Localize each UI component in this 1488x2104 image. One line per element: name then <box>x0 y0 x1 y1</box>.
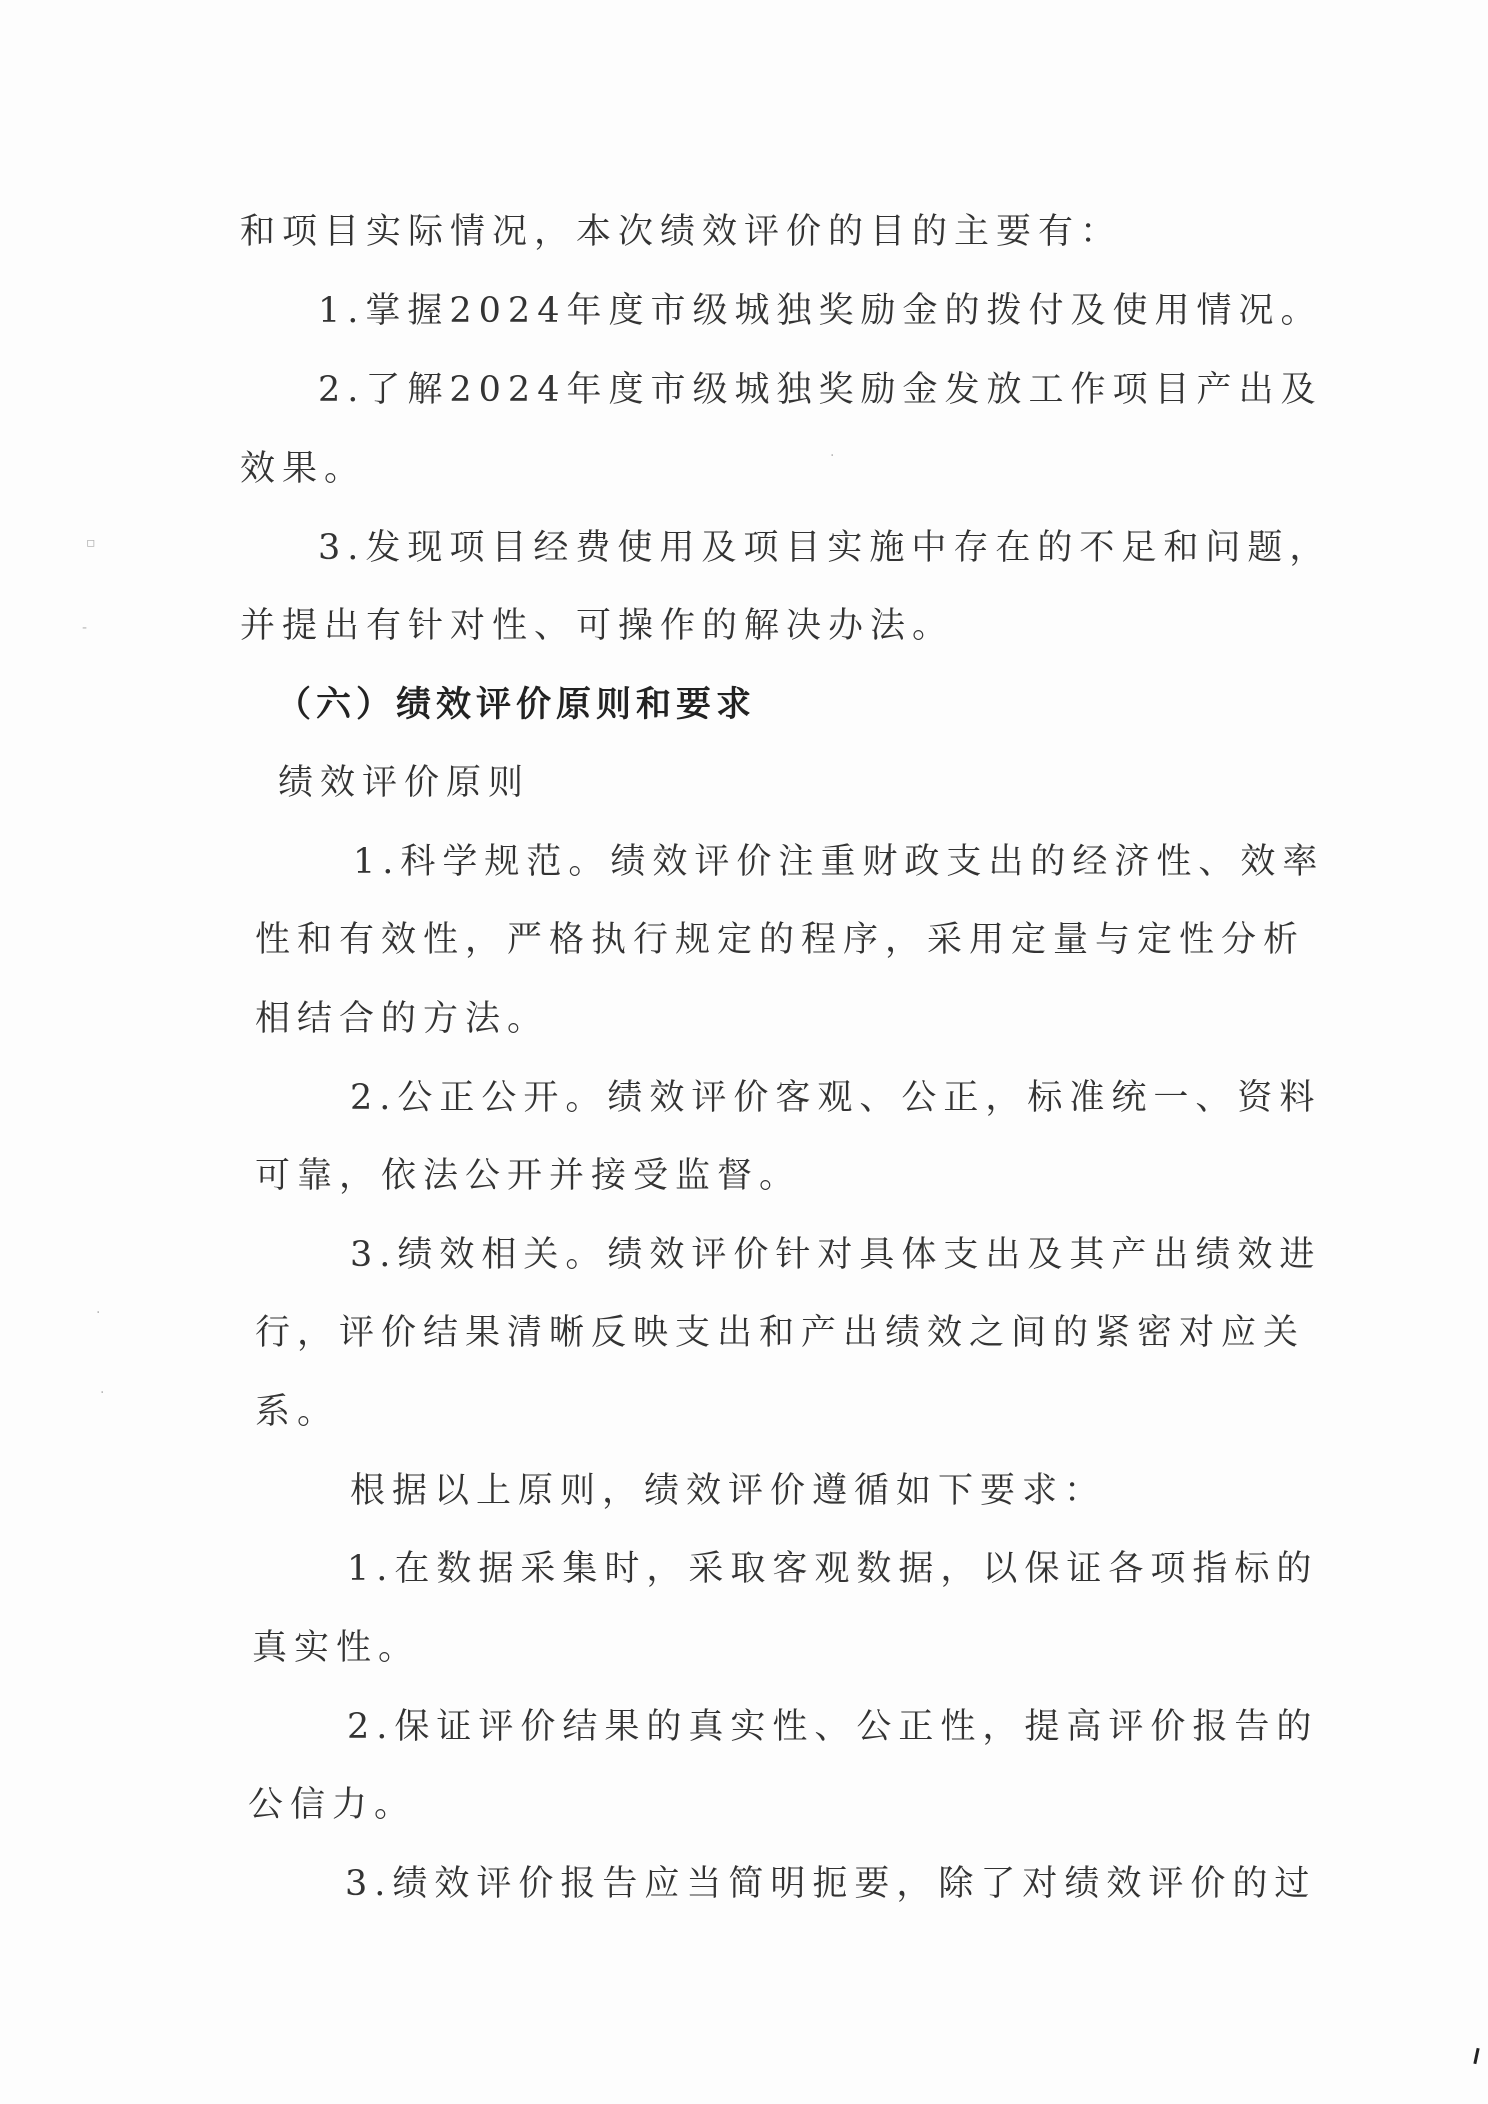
scan-speck: - <box>82 620 88 636</box>
scan-speck: · <box>96 1305 101 1321</box>
scan-speck: · <box>830 448 835 464</box>
list-item: 2.了解2024年度市级城独奖励金发放工作项目产出及 <box>318 370 1323 410</box>
list-item: 1.科学规范。绩效评价注重财政支出的经济性、效率 <box>353 842 1325 882</box>
text-line: 真实性。 <box>252 1628 421 1668</box>
section-heading: （六）绩效评价原则和要求 <box>276 684 757 725</box>
text-line: 公信力。 <box>248 1785 417 1825</box>
scan-speck: ▫ <box>86 535 96 551</box>
subheading: 绩效评价原则 <box>278 763 531 803</box>
scan-edge-mark <box>1473 2048 1479 2064</box>
list-item: 1.在数据采集时，采取客观数据，以保证各项指标的 <box>347 1549 1319 1589</box>
list-item: 3.绩效相关。绩效评价针对具体支出及其产出绩效进 <box>350 1235 1322 1275</box>
scan-speck: · <box>100 1385 105 1401</box>
list-item: 2.保证评价结果的真实性、公正性，提高评价报告的 <box>347 1707 1319 1747</box>
text-line: 可靠，依法公开并接受监督。 <box>255 1156 802 1196</box>
text-line: 行，评价结果清晰反映支出和产出绩效之间的紧密对应关 <box>255 1313 1306 1353</box>
text-line: 根据以上原则，绩效评价遵循如下要求： <box>350 1471 1107 1511</box>
text-line: 性和有效性，严格执行规定的程序，采用定量与定性分析 <box>255 920 1306 960</box>
list-item: 3.发现项目经费使用及项目实施中存在的不足和问题， <box>318 528 1332 568</box>
text-line: 系。 <box>255 1392 340 1432</box>
text-line: 并提出有针对性、可操作的解决办法。 <box>240 606 955 646</box>
list-item: 2.公正公开。绩效评价客观、公正，标准统一、资料 <box>350 1078 1322 1118</box>
text-line: 效果。 <box>240 449 367 489</box>
text-line: 相结合的方法。 <box>255 999 550 1039</box>
list-item: 3.绩效评价报告应当简明扼要，除了对绩效评价的过 <box>345 1864 1317 1904</box>
list-item: 1.掌握2024年度市级城独奖励金的拨付及使用情况。 <box>318 291 1323 331</box>
text-line: 和项目实际情况，本次绩效评价的目的主要有： <box>240 212 1123 252</box>
